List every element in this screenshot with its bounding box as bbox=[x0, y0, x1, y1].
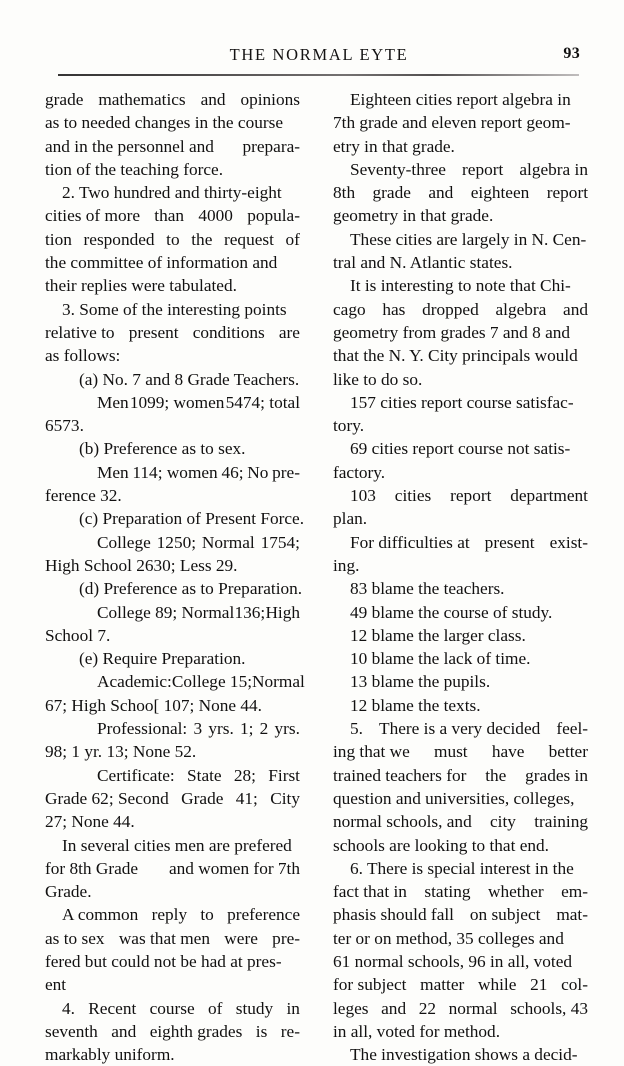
text-run: present bbox=[128, 322, 179, 342]
text-run: grade bbox=[45, 90, 84, 109]
text-run: in bbox=[286, 998, 300, 1018]
text-line bbox=[333, 880, 588, 903]
text-line bbox=[45, 88, 300, 111]
text-line: ter or on method, 35 colleges and bbox=[333, 928, 564, 948]
text-line: factory. bbox=[333, 462, 386, 482]
text-run: 103 bbox=[350, 486, 376, 506]
text-line: High School 2630; Less 29. bbox=[45, 555, 238, 575]
text-run: the bbox=[191, 229, 213, 249]
text-line: in all, voted for method. bbox=[333, 1021, 501, 1041]
text-run: 2 bbox=[259, 719, 269, 739]
text-run: trained teachers for bbox=[333, 765, 467, 785]
text-run: 1099; women bbox=[129, 392, 225, 412]
text-line bbox=[45, 228, 300, 251]
text-line: (d) Preference as to Preparation. bbox=[79, 579, 303, 599]
text-line bbox=[333, 903, 588, 926]
text-line bbox=[333, 298, 588, 321]
text-line bbox=[45, 531, 300, 554]
text-line: ing. bbox=[333, 555, 360, 575]
text-run: stating bbox=[424, 882, 471, 902]
text-run: pre- bbox=[272, 928, 300, 948]
text-line: The investigation shows a decid- bbox=[350, 1045, 578, 1065]
text-run: preference bbox=[227, 905, 300, 925]
text-run: schools, 43 bbox=[510, 998, 588, 1018]
text-run: matter bbox=[420, 975, 465, 995]
text-run: 1250; bbox=[156, 532, 197, 552]
text-run: relative to bbox=[45, 322, 115, 342]
text-line: (a) No. 7 and 8 Grade Teachers. bbox=[79, 369, 300, 389]
text-run: 41; bbox=[235, 788, 258, 808]
text-run: 1754; bbox=[260, 532, 300, 552]
text-run: dropped bbox=[422, 299, 479, 319]
text-run: em- bbox=[561, 882, 588, 902]
text-line: ent bbox=[45, 975, 67, 995]
text-line bbox=[45, 135, 300, 158]
text-run: cago bbox=[333, 299, 366, 319]
text-run: A common bbox=[62, 905, 139, 925]
text-run: re- bbox=[280, 1021, 300, 1041]
text-run: phasis should fall bbox=[333, 905, 454, 925]
text-line: tion of the teaching force. bbox=[45, 159, 224, 179]
text-run: report bbox=[462, 159, 504, 179]
text-line bbox=[45, 903, 300, 926]
text-line: question and universities, colleges, bbox=[333, 788, 575, 808]
text-run: responded bbox=[83, 229, 155, 249]
text-line: as follows: bbox=[45, 346, 121, 366]
text-run: the bbox=[485, 765, 507, 785]
text-run: city bbox=[490, 812, 516, 832]
text-run: as to sex bbox=[45, 928, 105, 948]
text-run: of bbox=[208, 998, 223, 1018]
text-line: 12 blame the texts. bbox=[350, 695, 481, 715]
text-line: 10 blame the lack of time. bbox=[350, 649, 531, 669]
text-run: report bbox=[546, 183, 588, 203]
text-line: ference 32. bbox=[45, 486, 122, 506]
text-run: whether bbox=[487, 882, 544, 902]
text-run: seventh bbox=[45, 1021, 98, 1041]
text-run: Men bbox=[97, 462, 129, 482]
text-run: study bbox=[235, 998, 274, 1018]
text-run: 8th bbox=[333, 183, 356, 203]
text-line bbox=[45, 717, 300, 740]
text-line: fered but could not be had at pres- bbox=[45, 951, 282, 971]
text-run: Recent bbox=[88, 998, 137, 1018]
text-line: 157 cities report course satisfac- bbox=[350, 392, 574, 412]
text-run: were bbox=[224, 928, 258, 948]
text-line bbox=[45, 1020, 300, 1043]
text-run: must bbox=[434, 742, 468, 762]
text-run: of bbox=[285, 229, 300, 249]
text-run: Normal bbox=[252, 672, 305, 692]
text-line bbox=[333, 973, 588, 996]
page-title: THE NORMAL EYTE bbox=[229, 45, 409, 64]
text-run: and in the personnel and bbox=[45, 136, 214, 156]
text-line: geometry from grades 7 and 8 and bbox=[333, 322, 571, 342]
text-run: and women for 7th bbox=[168, 858, 300, 878]
text-line: 7th grade and eleven report geom- bbox=[333, 113, 571, 133]
text-line: 98; 1 yr. 13; None 52. bbox=[45, 742, 197, 762]
text-run: 136; bbox=[234, 602, 266, 622]
text-run: leges bbox=[333, 998, 369, 1018]
text-run: pre- bbox=[272, 462, 300, 482]
text-run: eighteen bbox=[470, 183, 530, 203]
text-run: are bbox=[278, 322, 300, 342]
text-run: Grade bbox=[181, 788, 224, 808]
text-run: yrs. bbox=[274, 719, 300, 739]
text-line: 61 normal schools, 96 in all, voted bbox=[333, 951, 573, 971]
text-run: algebra in bbox=[519, 159, 588, 179]
text-run: tion bbox=[45, 229, 72, 249]
text-line: as to needed changes in the course bbox=[45, 113, 284, 133]
text-run: normal schools, and bbox=[333, 812, 472, 832]
text-run: Professional: bbox=[97, 719, 188, 739]
text-run: mathematics bbox=[98, 90, 186, 109]
text-run: No bbox=[247, 462, 269, 482]
text-line bbox=[333, 740, 588, 763]
text-run: was that men bbox=[118, 928, 210, 948]
text-column-left bbox=[45, 88, 305, 1066]
text-line: the committee of information and bbox=[45, 253, 278, 273]
text-run: Grade 62; Second bbox=[45, 788, 169, 808]
text-line bbox=[45, 857, 300, 880]
text-run: normal bbox=[448, 998, 498, 1018]
text-line: Eighteen cities report algebra in bbox=[350, 90, 571, 109]
text-run: 46; bbox=[221, 462, 244, 482]
text-run: and bbox=[563, 299, 588, 319]
text-run: Normal bbox=[201, 532, 255, 552]
text-run: Academic: bbox=[97, 672, 172, 692]
text-line bbox=[45, 601, 300, 624]
header-rule bbox=[58, 74, 579, 76]
text-line bbox=[333, 531, 588, 554]
text-run: State bbox=[187, 765, 222, 785]
text-line: 6. There is special interest in the bbox=[350, 858, 574, 878]
text-run: request bbox=[224, 229, 274, 249]
text-line: geometry in that grade. bbox=[333, 206, 494, 226]
text-line: plan. bbox=[333, 509, 368, 529]
text-run: For difficulties at bbox=[350, 532, 470, 552]
text-run: Certificate: bbox=[97, 765, 175, 785]
text-run: 1; bbox=[240, 719, 254, 739]
text-line: tory. bbox=[333, 416, 365, 436]
text-line bbox=[45, 204, 300, 227]
text-run: City bbox=[270, 788, 300, 808]
text-line: 3. Some of the interesting points bbox=[62, 299, 287, 319]
text-column-right bbox=[333, 88, 588, 1066]
text-run: ing that we bbox=[333, 742, 410, 762]
text-run: mat- bbox=[556, 905, 588, 925]
text-line: 69 cities report course not satis- bbox=[350, 439, 571, 459]
text-run: is bbox=[255, 1021, 268, 1041]
text-run: popula- bbox=[247, 206, 300, 226]
text-run: feel- bbox=[556, 719, 588, 739]
text-line: etry in that grade. bbox=[333, 136, 455, 156]
text-line: like to do so. bbox=[333, 369, 423, 389]
text-run: Seventy-three bbox=[350, 159, 446, 179]
text-run: College bbox=[97, 532, 151, 552]
text-line bbox=[45, 997, 300, 1020]
text-line: (b) Preference as to sex. bbox=[79, 439, 246, 459]
text-run: and bbox=[200, 90, 226, 109]
text-run: for subject bbox=[333, 975, 407, 995]
text-run: course bbox=[149, 998, 195, 1018]
text-run: department bbox=[510, 486, 588, 506]
text-line bbox=[333, 158, 588, 181]
text-run: prepara- bbox=[242, 136, 300, 156]
text-run: algebra bbox=[495, 299, 547, 319]
text-line bbox=[333, 181, 588, 204]
text-line: It is interesting to note that Chi- bbox=[350, 276, 571, 296]
text-run: cities bbox=[394, 486, 432, 506]
text-run: to bbox=[166, 229, 180, 249]
text-run: 4000 bbox=[198, 206, 233, 226]
text-line bbox=[45, 461, 300, 484]
text-run: conditions bbox=[192, 322, 265, 342]
text-run: College 89; Normal bbox=[97, 602, 235, 622]
text-run: High bbox=[265, 602, 300, 622]
text-line: 2. Two hundred and thirty-eight bbox=[62, 183, 282, 203]
text-run: 3 bbox=[193, 719, 203, 739]
text-line bbox=[45, 391, 300, 414]
text-run: training bbox=[534, 812, 588, 832]
text-run: 4. bbox=[62, 998, 75, 1018]
text-run: exist- bbox=[549, 532, 588, 552]
text-run: eighth grades bbox=[149, 1021, 243, 1041]
text-run: grades in bbox=[525, 765, 588, 785]
text-line: School 7. bbox=[45, 625, 111, 645]
text-run: report bbox=[450, 486, 492, 506]
text-line bbox=[333, 997, 588, 1020]
text-run: present bbox=[484, 532, 535, 552]
text-line bbox=[333, 717, 588, 740]
text-run: and bbox=[428, 183, 454, 203]
text-run: than bbox=[154, 206, 185, 226]
text-run: for 8th Grade bbox=[45, 858, 139, 878]
text-line: 12 blame the larger class. bbox=[350, 625, 526, 645]
text-line: their replies were tabulated. bbox=[45, 276, 237, 296]
text-run: There is a very decided bbox=[379, 719, 541, 739]
text-run: reply bbox=[151, 905, 188, 925]
text-line: (e) Require Preparation. bbox=[79, 649, 246, 669]
text-line: These cities are largely in N. Cen- bbox=[350, 229, 587, 249]
text-run: 28; bbox=[233, 765, 256, 785]
text-run: First bbox=[268, 765, 300, 785]
text-line bbox=[333, 764, 588, 787]
text-run: opinions bbox=[240, 90, 300, 109]
text-run: cities of more bbox=[45, 206, 141, 226]
text-run: better bbox=[548, 742, 588, 762]
text-line bbox=[45, 787, 300, 810]
text-run: while bbox=[478, 975, 517, 995]
page-number: 93 bbox=[563, 45, 580, 62]
text-run: on subject bbox=[469, 905, 541, 925]
text-run: 5474; total bbox=[225, 392, 300, 412]
text-run: 21 bbox=[530, 975, 548, 995]
text-line bbox=[333, 484, 588, 507]
text-line: tral and N. Atlantic states. bbox=[333, 253, 513, 273]
text-run: fact that in bbox=[333, 882, 407, 902]
text-line bbox=[333, 810, 588, 833]
text-run: grade bbox=[372, 183, 411, 203]
text-line: (c) Preparation of Present Force. bbox=[79, 509, 305, 529]
text-run: col- bbox=[561, 975, 588, 995]
text-line bbox=[45, 670, 305, 693]
text-line: schools are looking to that end. bbox=[333, 835, 549, 855]
text-line: 13 blame the pupils. bbox=[350, 672, 491, 692]
text-line: that the N. Y. City principals would bbox=[333, 346, 578, 366]
text-line: 27; None 44. bbox=[45, 812, 135, 832]
text-run: has bbox=[382, 299, 406, 319]
text-run: Men bbox=[97, 392, 129, 412]
text-line: 83 blame the teachers. bbox=[350, 579, 505, 599]
text-run: 5. bbox=[350, 719, 363, 739]
text-run: and bbox=[111, 1021, 137, 1041]
text-line: 67; High Schoo[ 107; None 44. bbox=[45, 695, 262, 715]
text-line: Grade. bbox=[45, 882, 92, 902]
text-run: to bbox=[200, 905, 214, 925]
running-head bbox=[58, 45, 580, 69]
text-line bbox=[45, 764, 300, 787]
text-run: and bbox=[381, 998, 407, 1018]
text-line bbox=[45, 927, 300, 950]
text-run: 114; women bbox=[132, 462, 218, 482]
text-line: markably uniform. bbox=[45, 1045, 175, 1065]
text-line: 49 blame the course of study. bbox=[350, 602, 553, 622]
text-run: yrs. bbox=[208, 719, 234, 739]
text-line bbox=[45, 321, 300, 344]
text-run: 22 bbox=[418, 998, 436, 1018]
text-run: have bbox=[491, 742, 525, 762]
text-line: In several cities men are prefered bbox=[62, 835, 292, 855]
text-run: College 15; bbox=[171, 672, 253, 692]
text-line: 6573. bbox=[45, 416, 84, 436]
